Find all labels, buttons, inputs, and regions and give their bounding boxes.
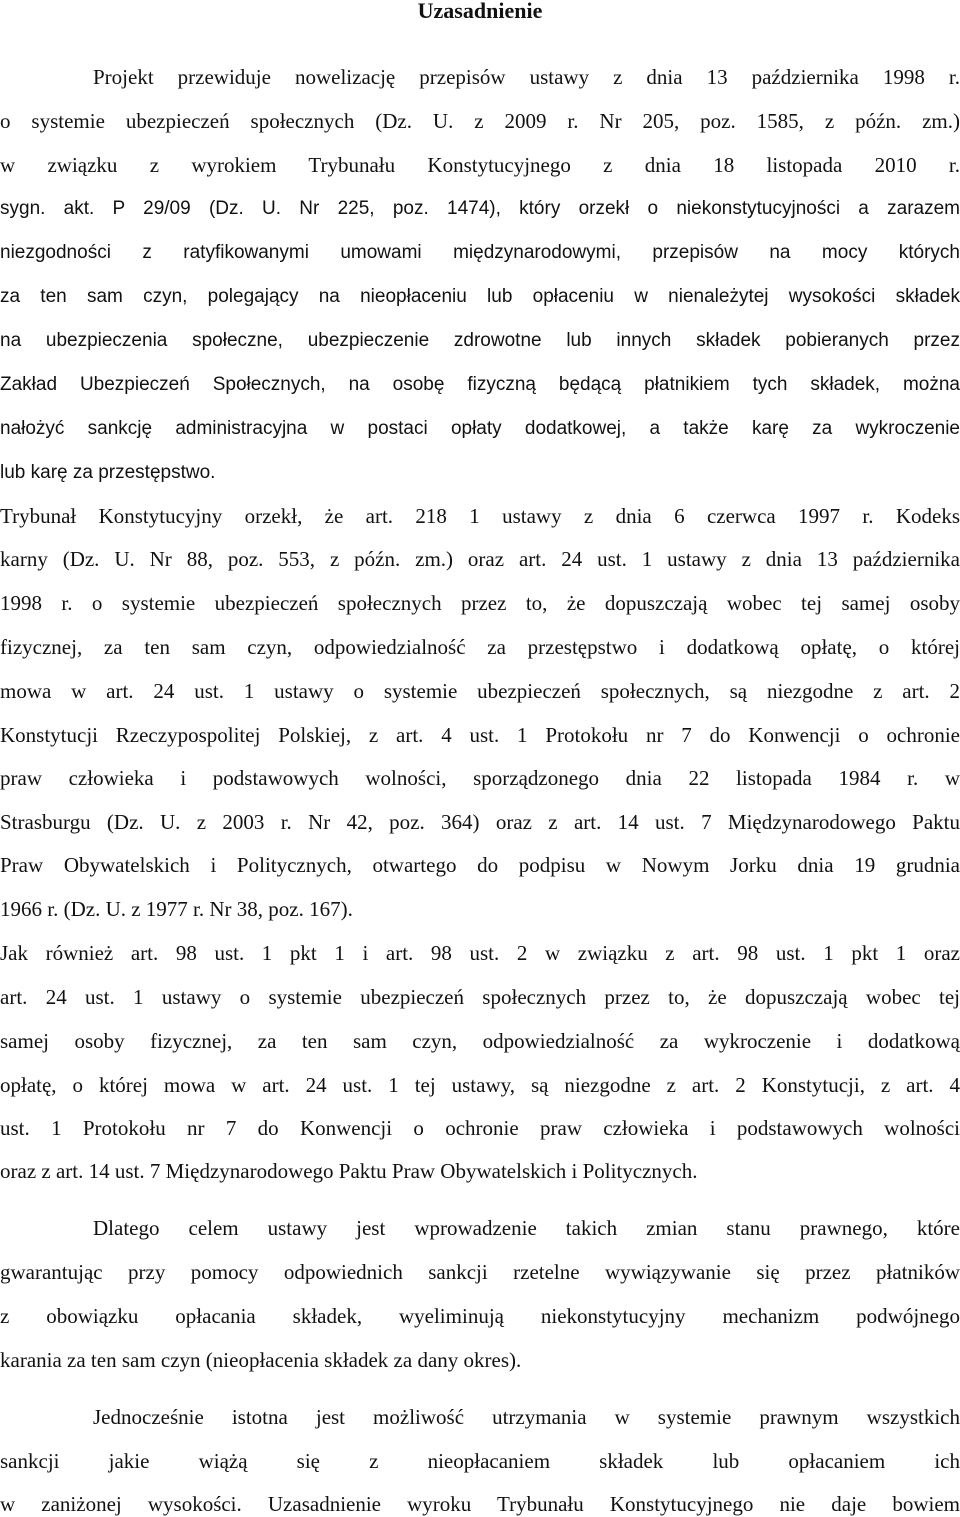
text-line: o systemie ubezpieczeń społecznych (Dz. U. z 2009 r. Nr 205, poz. 1585, z późn. zm.) bbox=[0, 109, 960, 133]
document-title: Uzasadnienie bbox=[417, 0, 543, 23]
text-line: karania za ten sam czyn (nieopłacenia składek za dany okres). bbox=[0, 1348, 522, 1372]
text-line: nałożyć sankcję administracyjna w postaci opłaty dodatkowej, a także karę za wykroczenie bbox=[0, 418, 960, 439]
text-line: Praw Obywatelskich i Politycznych, otwartego do podpisu w Nowym Jorku dnia 19 grudnia bbox=[0, 853, 960, 877]
text-line: niezgodności z ratyfikowanymi umowami międzynarodowymi, przepisów na mocy których bbox=[0, 242, 960, 263]
text-line: 1998 r. o systemie ubezpieczeń społecznych przez to, że dopuszczają wobec tej samej osoby bbox=[0, 591, 960, 615]
text-line: opłatę, o której mowa w art. 24 ust. 1 tej ustawy, są niezgodne z art. 2 Konstytucji, z art. 4 bbox=[0, 1073, 960, 1097]
text-line: w zaniżonej wysokości. Uzasadnienie wyroku Trybunału Konstytucyjnego nie daje bowiem bbox=[0, 1492, 960, 1516]
text-line: ust. 1 Protokołu nr 7 do Konwencji o ochronie praw człowieka i podstawowych wolności bbox=[0, 1116, 960, 1140]
text-line: Konstytucji Rzeczypospolitej Polskiej, z art. 4 ust. 1 Protokołu nr 7 do Konwencji o ochronie bbox=[0, 723, 960, 747]
text-line: lub karę za przestępstwo. bbox=[0, 462, 216, 483]
text-line: Zakład Ubezpieczeń Społecznych, na osobę fizyczną będącą płatnikiem tych składek, można bbox=[0, 374, 960, 395]
text-line: za ten sam czyn, polegający na nieopłaceniu lub opłaceniu w nienależytej wysokości składek bbox=[0, 286, 960, 307]
text-line: praw człowieka i podstawowych wolności, sporządzonego dnia 22 listopada 1984 r. w bbox=[0, 766, 960, 790]
text-line: Jak również art. 98 ust. 1 pkt 1 i art. 98 ust. 2 w związku z art. 98 ust. 1 pkt 1 oraz bbox=[0, 941, 960, 965]
text-line: mowa w art. 24 ust. 1 ustawy o systemie ubezpieczeń społecznych, są niezgodne z art. 2 bbox=[0, 679, 960, 703]
text-line: na ubezpieczenia społeczne, ubezpieczenie zdrowotne lub innych składek pobieranych przez bbox=[0, 330, 960, 351]
text-line: Trybunał Konstytucyjny orzekł, że art. 218 1 ustawy z dnia 6 czerwca 1997 r. Kodeks bbox=[0, 504, 960, 528]
text-line: fizycznej, za ten sam czyn, odpowiedzialność za przestępstwo i dodatkową opłatę, o której bbox=[0, 635, 960, 659]
text-line: gwarantując przy pomocy odpowiednich sankcji rzetelne wywiązywanie się przez płatników bbox=[0, 1260, 960, 1284]
text-line: Strasburgu (Dz. U. z 2003 r. Nr 42, poz. 364) oraz z art. 14 ust. 7 Międzynarodowego Paktu bbox=[0, 810, 960, 834]
text-line: sygn. akt. P 29/09 (Dz. U. Nr 225, poz. 1474), który orzekł o niekonstytucyjności a zarazem bbox=[0, 198, 960, 219]
text-line: Dlatego celem ustawy jest wprowadzenie takich zmian stanu prawnego, które bbox=[93, 1216, 960, 1240]
text-line: 1966 r. (Dz. U. z 1977 r. Nr 38, poz. 167). bbox=[0, 897, 353, 921]
text-line: art. 24 ust. 1 ustawy o systemie ubezpieczeń społecznych przez to, że dopuszczają wobec tej bbox=[0, 985, 960, 1009]
text-line: samej osoby fizycznej, za ten sam czyn, odpowiedzialność za wykroczenie i dodatkową bbox=[0, 1029, 960, 1053]
text-line: Jednocześnie istotna jest możliwość utrzymania w systemie prawnym wszystkich bbox=[93, 1405, 960, 1429]
text-line: oraz z art. 14 ust. 7 Międzynarodowego Paktu Praw Obywatelskich i Politycznych. bbox=[0, 1159, 698, 1183]
text-line: sankcji jakie wiążą się z nieopłacaniem składek lub opłacaniem ich bbox=[0, 1449, 960, 1473]
text-line: w związku z wyrokiem Trybunału Konstytucyjnego z dnia 18 listopada 2010 r. bbox=[0, 153, 960, 177]
text-line: z obowiązku opłacania składek, wyeliminują niekonstytucyjny mechanizm podwójnego bbox=[0, 1304, 960, 1328]
text-line: karny (Dz. U. Nr 88, poz. 553, z późn. zm.) oraz art. 24 ust. 1 ustawy z dnia 13 października bbox=[0, 547, 960, 571]
text-line: Projekt przewiduje nowelizację przepisów ustawy z dnia 13 października 1998 r. bbox=[93, 65, 960, 89]
